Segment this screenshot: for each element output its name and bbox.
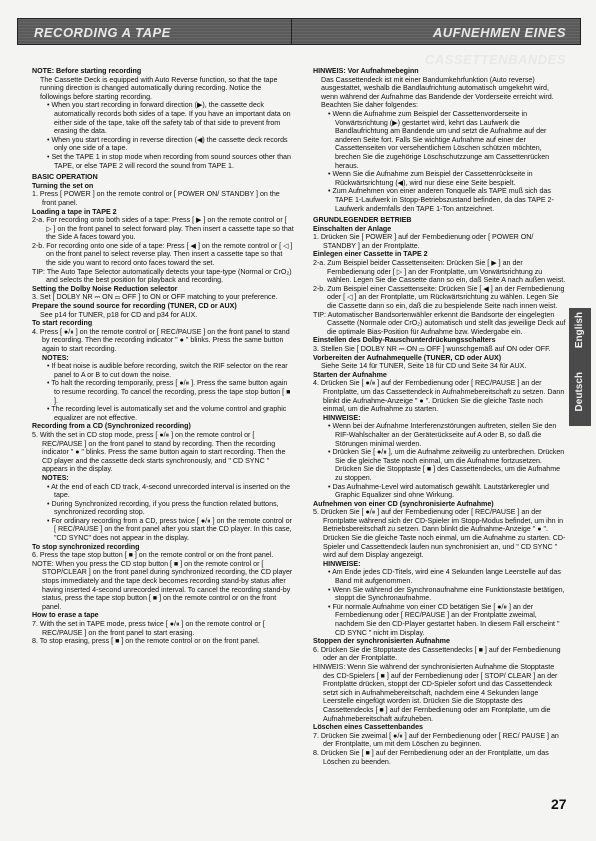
english-tab-label: English	[574, 312, 585, 349]
step-text: 7. With the set in TAPE mode, press twice [ ●/⏸ ] on the remote control or [ REC/PAUSE ] on the front panel to start erasing.	[32, 620, 265, 637]
subsection-heading: Prepare the sound source for recording (TUNER, CD or AUX)	[32, 302, 237, 311]
subsection-heading: How to erase a tape	[32, 611, 99, 620]
header-right-title: AUFNEHMEN EINES CASSETTENBANDES	[291, 18, 581, 45]
step-text: 2-b. Zum Beispiel einer Cassettenseite: Drücken Sie [ ◀ ] an der Fernbedienung oder [ ◁ ] an der Frontplatte, um Rückwärtsrichtung zu wählen. Legen Sie die Cassette dann so ein, daß die zu bespielende Seite nach innen weist.	[313, 284, 565, 311]
subsection-heading: Setting the Dolby Noise Reduction selector	[32, 284, 178, 293]
step-text: 7. Drücken Sie zweimal [ ●/⏸ ] auf der Fernbedienung oder [ REC/ PAUSE ] an der Frontplatte, um mit dem Löschen zu beginnen.	[313, 731, 559, 749]
subsection-heading: Starten der Aufnahme	[313, 370, 387, 379]
deutsch-column	[313, 67, 566, 766]
step-text: 3. Stellen Sie [ DOLBY NR ⎓ ON ▭ OFF ] wunschgemäß auf ON oder OFF.	[313, 345, 551, 353]
note-bullet: • At the end of each CD track, 4-second unrecorded interval is inserted on the tape.	[47, 482, 291, 500]
note-heading: NOTE: Before starting recording	[32, 67, 142, 75]
subsection-heading: To start recording	[32, 319, 93, 328]
step-text: 5. Drücken Sie [ ●/⏸ ] auf der Fernbedienung oder [ REC/PAUSE ] an der Frontplatte während sich der CD-Spieler im Stopp-Modus befindet, um ihn in Betriebsbereitschaft zu setzen. Dann blinkt die Aufnahme-Anzeige " ● ". Drücken Sie die gleiche Taste noch einmal, um die Aufnahme zu starten. CD-Spieler und Cassettendeck laufen nun synchronisiert an, und " CD SYNC " wird auf dem Display angezeigt.	[313, 508, 566, 560]
note-bullet: • To halt the recording temporarily, press [ ●/⏸ ]. Press the same button again to resume recording. To cancel the recording, press the tape stop button [ ■ ].	[47, 379, 291, 405]
step-text: 8. To stop erasing, press [ ■ ] on the remote control or on the front panel.	[32, 637, 260, 646]
step-text: 2-a. Zum Beispiel beider Cassettenseiten: Drücken Sie [ ▶ ] an der Fernbedienung oder [ ▷ ] an der Frontplatte, um Vorwärtsrichtung zu wählen. Legen Sie die Cassette dann so ein, daß Seite A nach außen weist.	[313, 259, 566, 285]
step-text: 2-a. For recording onto both sides of a tape: Press [ ▶ ] on the remote control or [ ▷ ] on the front panel to select forward play. Then insert a cassette tape so that the Side A faces toward you.	[32, 216, 294, 242]
subsection-heading: Aufnehmen von einer CD (synchronisierte Aufnahme)	[313, 499, 494, 508]
subsection-heading: Stoppen der synchronisierten Aufnahme	[313, 637, 450, 646]
tip-text: TIP: Automatischer Bandsortenwähler erkennt die Bandsorte der eingelegten Cassette (Normale oder CrO₂) automatisch und stellt das jeweilige Deck auf die optimale Bias-Position für Aufnahme bzw. Wiedergabe ein.	[313, 310, 566, 336]
language-side-tab	[569, 308, 591, 426]
step-text: 8. Drücken Sie [ ■ ] auf der Fernbedienung oder an der Frontplatte, um das Löschen zu beenden.	[313, 748, 549, 766]
note-bullet: • Wenn bei der Aufnahme Interferenzstörungen auftreten, stellen Sie den RIF-Wahlschalter an der Geräterückseite auf A oder B, so daß die Störungen minimal werden.	[328, 422, 557, 448]
note-bullet: • When you start recording in reverse direction (◀) the cassette deck records only one side of a tape.	[47, 135, 288, 153]
note-body: The Cassette Deck is equipped with Auto Reverse function, so that the tape running direction is changed automatically during recording. Notice the followings before starting recording.	[40, 75, 278, 101]
note-bullet: • Das Aufnahme-Level wird automatisch gewählt. Lautstärkeregler und Graphic Equalizer sind ohne Wirkung.	[328, 482, 549, 500]
note-bullet: • When you start recording in forward direction (▶), the cassette deck automatically records both sides of a tape. If you have an important data on either side of the tape, take off the safety tab of that side to prevent from erasing the data.	[47, 101, 291, 136]
note-bullet: • Wenn Sie die Aufnahme zum Beispiel der Cassettenrückseite in Rückwärtsrichtung (◀), wird nur diese eine Seite bespielt.	[328, 170, 533, 187]
subsection-heading: To stop synchronized recording	[32, 542, 140, 551]
body-text: Siehe Seite 14 für TUNER, Seite 18 für CD und Seite 34 für AUX.	[321, 362, 527, 371]
step-text: 2-b. For recording onto one side of a tape: Press [ ◀ ] on the remote control or [ ◁ ] on the front panel to select reverse play. Then insert a cassette tape so that the side you want to record onto faces toward the set.	[32, 241, 293, 268]
step-text: 6. Drücken Sie die Stopptaste des Cassettendecks [ ■ ] auf der Fernbedienung oder an der Frontplatte.	[313, 645, 561, 663]
body-text: See p14 for TUNER, p18 for CD and p34 for AUX.	[40, 310, 198, 319]
header-left-title: RECORDING A TAPE	[17, 18, 295, 45]
note-bullet: • The recording level is automatically set and the volume control and graphic equalizer are not effective.	[47, 405, 287, 422]
note-bullet: • Wenn Sie während der Synchronaufnahme eine Funktionstaste betätigen, stoppt die Synchronaufnahme.	[328, 585, 565, 603]
page-number: 27	[551, 796, 567, 812]
step-text: 4. Drücken Sie [ ●/⏸ ] auf der Fernbedienung oder [ REC/PAUSE ] an der Frontplatte, um das Cassettendeck in Aufnahmebereitschaft zu setzen. Dann blinkt die Aufnahme-Anzeige " ● ". Drücken Sie die gleiche Taste noch einmal, um die Aufnahme zu starten.	[313, 379, 565, 414]
step-text: 1. Drücken Sie [ POWER ] auf der Fernbedienung oder [ POWER ON/ STANDBY ] an der Frontplatte.	[313, 233, 534, 250]
tip-text: TIP: The Auto Tape Selector automatically detects your tape-type (Normal or CrO₂) and selects the best position for playback and recording.	[32, 267, 292, 285]
subsection-heading: Einlegen einer Cassette in TAPE 2	[313, 250, 428, 259]
notes-label: NOTES:	[42, 473, 69, 482]
note-bullet: • Am Ende jedes CD-Titels, wird eine 4 Sekunden lange Leerstelle auf das Band mit aufgenommen.	[328, 568, 561, 586]
section-heading: BASIC OPERATION	[32, 173, 98, 182]
notes-label: HINWEISE:	[323, 559, 361, 568]
note-bullet: • For ordinary recording from a CD, press twice [ ●/⏸ ] on the remote control or [ REC/PAUSE ] on the front panel after you start the CD player. In this case, "CD SYNC" does not appear in the display.	[47, 516, 292, 543]
note-bullet: • Drücken Sie [ ●/⏸ ], um die Aufnahme zeitweilig zu unterbrechen. Drücken Sie die gleiche Taste noch einmal, um die Aufnahme fortzusetzen. Drücken Sie die Stopptaste [ ■ ] des Cassettendecks, um die Aufnahme zu stoppen.	[328, 448, 565, 482]
note-bullet: • Set the TAPE 1 in stop mode when recording from sound sources other than TAPE, or else TAPE 2 will record the sound from TAPE 1.	[47, 152, 291, 170]
subsection-heading: Loading a tape in TAPE 2	[32, 207, 117, 216]
notes-label: NOTES:	[42, 353, 69, 362]
step-text: 4. Press [ ●/⏸ ] on the remote control or [ REC/PAUSE ] on the front panel to stand by recording. Then the recording indicator " ● " blinks. Press the same button again to start recording.	[32, 327, 290, 353]
note-bullet: • Für normale Aufnahme von einer CD betätigen Sie [ ●/⏸ ] an der Fernbedienung oder [ REC/PAUSE ] an der Frontplatte zweimal, nachdem Sie den CD-Player gestartet haben. In diesem Fall erscheint " CD SYNC " nicht im Display.	[328, 602, 560, 637]
subsection-heading: Löschen eines Cassettenbandes	[313, 723, 423, 732]
note-bullet: • During Synchronized recording, if you press the function related buttons, synchronized recording stop.	[47, 499, 279, 517]
notes-label: HINWEISE:	[323, 413, 361, 422]
section-heading: GRUNDLEGENDER BETRIEB	[313, 216, 412, 225]
english-column	[32, 67, 294, 646]
subsection-heading: Einstellen des Dolby-Rauschunterdrückungsschalters	[313, 336, 496, 345]
subsection-heading: Recording from a CD (Synchronized recording)	[32, 422, 191, 431]
note-bullet: • If beat noise is audible before recording, switch the RIF selector on the rear panel to A or B to cut down the noise.	[47, 362, 288, 379]
step-text: 6. Press the tape stop button [ ■ ] on the remote control or on the front panel.	[32, 551, 274, 560]
note-bullet: • Zum Aufnehmen von einer anderen Tonquelle als TAPE muß sich das TAPE 1-Laufwerk in Stopp-Betriebszustand befinden, da das TAPE 2-Laufwerk andernfalls den TAPE 1-Ton antzeichnet.	[328, 187, 554, 213]
note-body: Das Cassettendeck ist mit einer Bandumkehrfunktion (Auto reverse) ausgestattet, weshalb die Bandlaufrichtung automatisch umgekehrt wird, wenn während der Aufnahme das Bandende der Vorderseite erreicht wird. Beachten Sie daher folgendes:	[321, 75, 554, 110]
step-text: 3. Set [ DOLBY NR ⎓ ON ▭ OFF ] to ON or OFF matching to your preference.	[32, 293, 278, 302]
note-bullet: • Wenn die Aufnahme zum Beispiel der Cassettenvorderseite in Vorwärtsrichtung (▶) gestartet wird, kehrt das Laufwerk die Bandlaufrichtung am Bandende um und setzt die Aufnahme auf der anderen Seite fort. Falls Sie wichtige Aufnahme auf einer der Cassettenseiten vor versehentlichem Löschen schützen möchten, brechen Sie die zugehörige Löschschutzzunge am Cassettenrücken heraus.	[328, 109, 550, 170]
note-heading: HINWEIS: Vor Aufnahmebeginn	[313, 67, 419, 75]
subsection-heading: Einschalten der Anlage	[313, 224, 392, 233]
deutsch-tab-label: Deutsch	[574, 372, 585, 412]
step-text: 5. With the set in CD stop mode, press [ ●/⏸ ] on the remote control or [ REC/PAUSE ] on the front panel to stand by recording. Then the recording indicator " ● " blinks. Press the same button again to start recording. Then the CD player and the cassette deck starts synchronously, and " CD SYNC " appears in the display.	[32, 430, 286, 474]
subsection-heading: Vorbereiten der Aufnahmequelle (TUNER, CD oder AUX)	[313, 353, 502, 362]
subsection-heading: Turning the set on	[32, 181, 94, 190]
note-text: NOTE: When you press the CD stop button [ ■ ] on the remote control or [ STOP/CLEAR ] on the front panel during synchronized recording, the CD player stops immediately and the tape deck becomes recording stand-by status after having inserted 4-second unrecorded interval. To cancel the recording stand-by status, press the tape stop button [ ■ ] on the remote control or on the front panel.	[32, 559, 293, 611]
step-text: 1. Press [ POWER ] on the remote control or [ POWER ON/ STANDBY ] on the front panel.	[32, 190, 280, 207]
note-text: HINWEIS: Wenn Sie während der synchronisierten Aufnahme die Stopptaste des CD-Spielers [ ■ ] auf der Fernbedienung oder [ STOP/ CLEAR ] an der Frontplatte drücken, stoppt der CD-Spieler sofort und das Cassettendeck setzt sich in Aufnahmebereitschaft, nachdem eine 4 Sekunden lange Leerstelle eingefügt worden ist. Drücken Sie die Stopptaste des Cassettendecks [ ■ ] auf der Fernbedienung oder am Frontplatte, um die Aufnahmebereitschaft aufzuheben.	[313, 662, 558, 723]
